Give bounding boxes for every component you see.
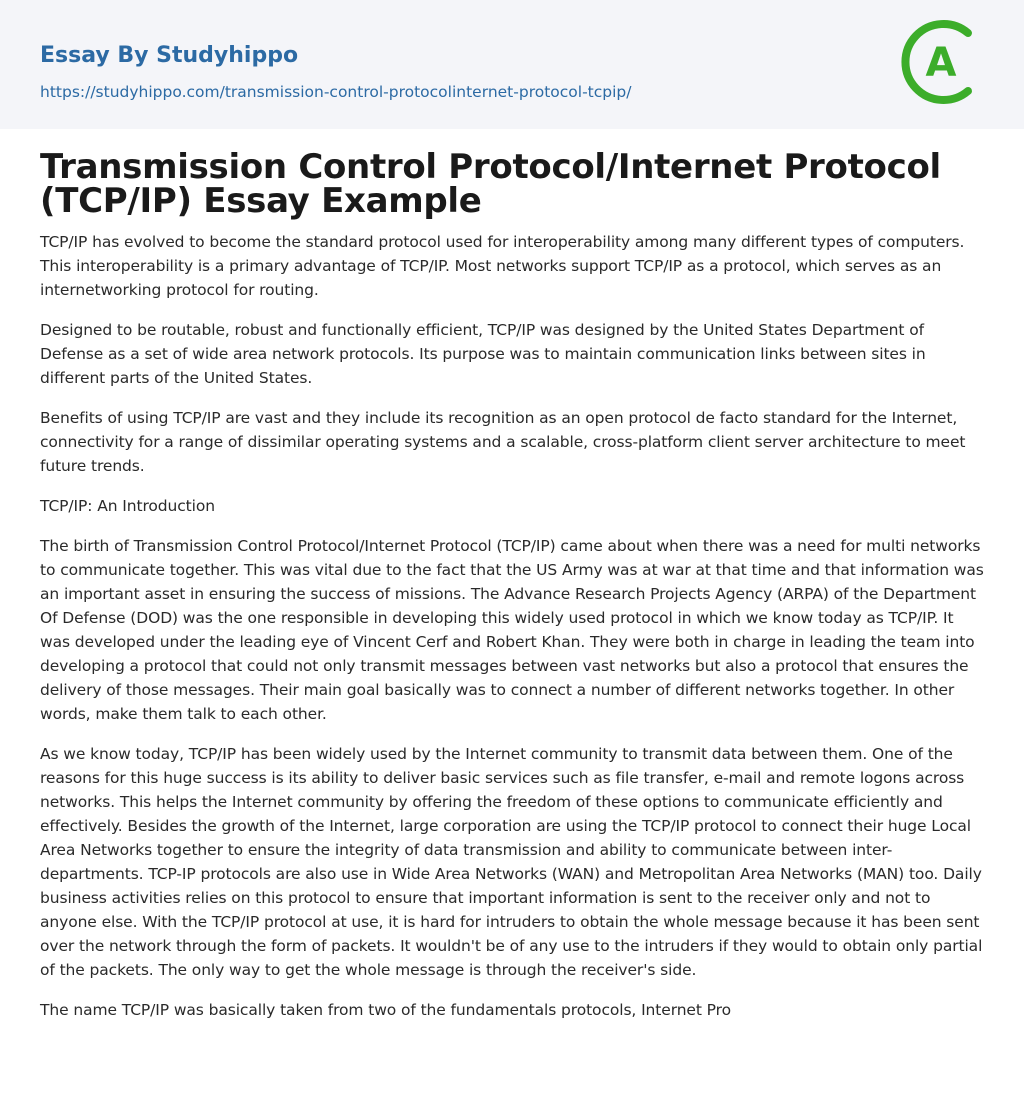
article-paragraph: The name TCP/IP was basically taken from two of the fundamentals protocols, Internet Pro	[40, 1001, 731, 1019]
article-paragraph: As we know today, TCP/IP has been widely used by the Internet community to transmit data between them. One of the reasons for this huge success is its ability to deliver basic services such as file transfer, e-mail and remote logons across networks. This helps the Internet community by offering the freedom of these options to communicate efficiently and effectively. Besides the growth of the Internet, large corporation are using the TCP/IP protocol to connect their huge Local Area Networks together to ensure the integrity of data transmission and ability to communicate between inter-departments. TCP-IP protocols are also use in Wide Area Networks (WAN) and Metropolitan Area Networks (MAN) too. Daily business activities relies on this protocol to ensure that important information is sent to the receiver only and not to anyone else. With the TCP/IP protocol at use, it is hard for intruders to obtain the whole message because it has been sent over the network through the form of packets. It wouldn't be of any use to the intruders if they would to obtain only partial of the packets. The only way to get the whole message is through the receiver's side.	[40, 745, 983, 979]
studyhippo-logo-icon[interactable]	[898, 19, 984, 105]
article-title: Transmission Control Protocol/Internet Protocol (TCP/IP) Essay Example	[40, 147, 941, 221]
section-heading: TCP/IP: An Introduction	[40, 497, 215, 515]
article-paragraph: Designed to be routable, robust and functionally efficient, TCP/IP was designed by the United States Department of Defense as a set of wide area network protocols. Its purpose was to maintain communication links between sites in different parts of the United States.	[40, 321, 926, 387]
article-paragraph: Benefits of using TCP/IP are vast and they include its recognition as an open protocol de facto standard for the Internet, connectivity for a range of dissimilar operating systems and a scalable, cross-platform client server architecture to meet future trends.	[40, 409, 966, 475]
article-paragraph: The birth of Transmission Control Protocol/Internet Protocol (TCP/IP) came about when there was a need for multi networks to communicate together. This was vital due to the fact that the US Army was at war at that time and that information was an important asset in ensuring the success of missions. The Advance Research Projects Agency (ARPA) of the Department Of Defense (DOD) was the one responsible in developing this widely used protocol in which we know today as TCP/IP. It was developed under the leading eye of Vincent Cerf and Robert Khan. They were both in charge in leading the team into developing a protocol that could not only transmit messages between vast networks but also a protocol that ensures the delivery of those messages. Their main goal basically was to connect a number of different networks together. In other words, make them talk to each other.	[40, 537, 984, 723]
site-brand[interactable]: Essay By Studyhippo	[40, 43, 299, 68]
article	[0, 129, 1024, 1022]
site-header	[0, 0, 1024, 129]
article-paragraph: TCP/IP has evolved to become the standard protocol used for interoperability among many different types of computers. This interoperability is a primary advantage of TCP/IP. Most networks support TCP/IP as a protocol, which serves as an internetworking protocol for routing.	[40, 233, 965, 299]
logo-letter: A	[925, 40, 957, 86]
page-url-link[interactable]: https://studyhippo.com/transmission-control-protocolinternet-protocol-tcpip/	[40, 83, 632, 101]
